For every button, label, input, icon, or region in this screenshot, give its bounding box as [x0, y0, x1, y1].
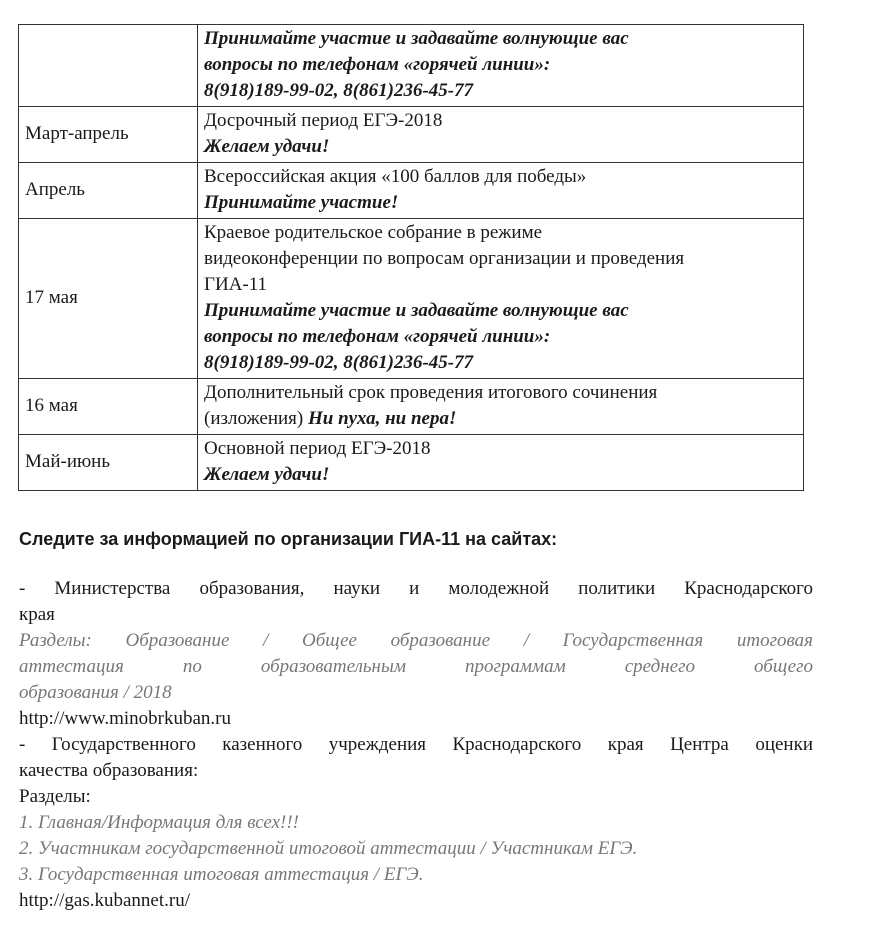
event-line — [204, 78, 797, 104]
event-text: вопросы по телефонам «горячей линии»: — [204, 54, 551, 75]
event-text: ГИА-11 — [204, 274, 268, 295]
center-sections-label: Разделы: — [19, 786, 91, 807]
ministry-url[interactable]: http://www.minobrkuban.ru — [19, 708, 231, 729]
date-cell — [19, 25, 198, 107]
event-line — [204, 134, 797, 160]
event-cell — [198, 163, 804, 219]
ministry-name-line2: края — [19, 604, 55, 625]
event-line — [204, 246, 797, 272]
event-cell — [198, 219, 804, 379]
event-line — [204, 462, 797, 488]
event-line — [204, 406, 797, 432]
ministry-name-line1: - Министерства образования, науки и молодежной политики Краснодарского — [19, 578, 813, 599]
table-row — [19, 435, 804, 491]
table-row — [19, 107, 804, 163]
date-cell: 16 мая — [19, 379, 198, 435]
date-cell: 17 мая — [19, 219, 198, 379]
event-text: 8(918)189-99-02, 8(861)236-45-77 — [204, 352, 474, 373]
event-text: Принимайте участие и задавайте волнующие вас — [204, 300, 629, 321]
ministry-sections-line1: Разделы: Образование / Общее образование / Государственная итоговая — [19, 630, 813, 651]
event-cell — [198, 435, 804, 491]
center-name-line2: качества образования: — [19, 760, 199, 781]
center-url[interactable]: http://gas.kubannet.ru/ — [19, 890, 190, 911]
event-line — [204, 190, 797, 216]
event-text: Желаем удачи! — [204, 464, 330, 485]
event-text: 8(918)189-99-02, 8(861)236-45-77 — [204, 80, 474, 101]
table-row — [19, 219, 804, 379]
event-text: видеоконференции по вопросам организации и проведения — [204, 248, 685, 269]
table-row — [19, 379, 804, 435]
table-row — [19, 25, 804, 107]
event-text: вопросы по телефонам «горячей линии»: — [204, 326, 551, 347]
ministry-sections-line2: аттестация по образовательным программам среднего общего — [19, 656, 813, 677]
center-section-2: 2. Участникам государственной итоговой аттестации / Участникам ЕГЭ. — [19, 838, 638, 859]
event-text: Принимайте участие! — [204, 192, 399, 213]
event-text: Краевое родительское собрание в режиме — [204, 222, 543, 243]
ministry-sections-line3: образования / 2018 — [19, 682, 172, 703]
event-line — [204, 220, 797, 246]
events-table — [18, 24, 804, 491]
event-line — [204, 272, 797, 298]
table-row — [19, 163, 804, 219]
event-line — [204, 164, 797, 190]
event-line — [204, 298, 797, 324]
event-text: Основной период ЕГЭ-2018 — [204, 438, 431, 459]
event-text: Желаем удачи! — [204, 136, 330, 157]
event-text: Принимайте участие и задавайте волнующие вас — [204, 28, 629, 49]
event-line — [204, 324, 797, 350]
event-text: Дополнительный срок проведения итогового сочинения — [204, 382, 658, 403]
event-text: Досрочный период ЕГЭ-2018 — [204, 110, 443, 131]
center-name-line1: - Государственного казенного учреждения Краснодарского края Центра оценки — [19, 734, 813, 755]
event-text: Всероссийская акция «100 баллов для победы» — [204, 166, 587, 187]
sites-section — [19, 576, 813, 914]
date-cell: Апрель — [19, 163, 198, 219]
center-section-1: 1. Главная/Информация для всех!!! — [19, 812, 299, 833]
event-wish: Ни пуха, ни пера! — [303, 408, 457, 429]
date-cell: Май-июнь — [19, 435, 198, 491]
event-line — [204, 26, 797, 52]
event-line — [204, 436, 797, 462]
event-text: (изложения) — [204, 408, 304, 429]
event-line — [204, 380, 797, 406]
follow-heading: Следите за информацией по организации ГИА-11 на сайтах: — [19, 529, 558, 549]
event-line — [204, 350, 797, 376]
event-line — [204, 52, 797, 78]
center-section-3: 3. Государственная итоговая аттестация / ЕГЭ. — [19, 864, 424, 885]
event-cell — [198, 25, 804, 107]
event-line — [204, 108, 797, 134]
event-cell — [198, 379, 804, 435]
event-cell — [198, 107, 804, 163]
date-cell: Март-апрель — [19, 107, 198, 163]
